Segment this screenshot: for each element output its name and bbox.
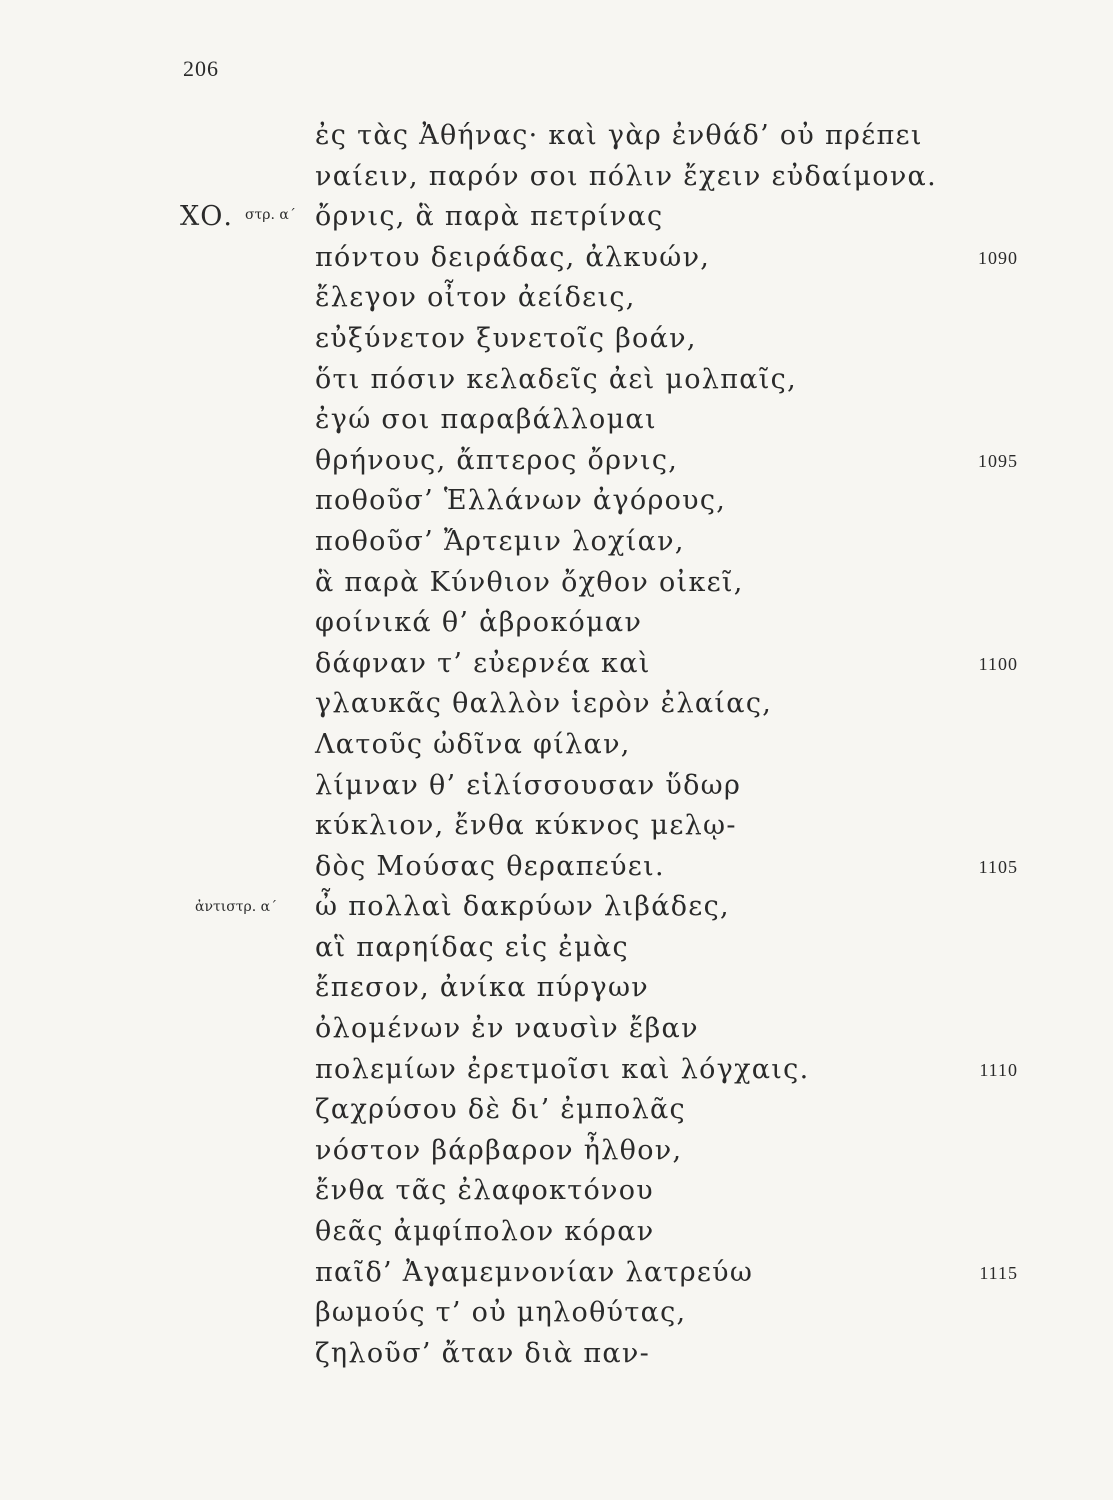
line-number: 1100	[978, 653, 1018, 674]
verse-line-text: αἳ παρηίδας εἰς ἐμὰς	[315, 931, 629, 963]
verse-line	[0, 1253, 1113, 1294]
line-number: 1110	[979, 1059, 1018, 1080]
verse-line-text: ζαχρύσου δὲ δι’ ἐμπολᾶς	[315, 1094, 686, 1126]
verse-line-text: ἔλεγον οἶτον ἀείδεις,	[315, 282, 636, 314]
verse-line-text: ὀλομένων ἐν ναυσὶν ἔβαν	[315, 1013, 699, 1045]
verse-line-text: ἐγώ σοι παραβάλλομαι	[315, 404, 657, 436]
verse-line-text: ζηλοῦσ’ ἄταν διὰ παν-	[315, 1337, 651, 1369]
verse-line	[0, 1090, 1113, 1131]
verse-line-text: λίμναν θ’ εἱλίσσουσαν ὕδωρ	[315, 769, 742, 801]
verse-line	[0, 1212, 1113, 1253]
page-number: 206	[183, 56, 219, 81]
verse-line-text: πολεμίων ἐρετμοῖσι καὶ λόγχαις.	[315, 1053, 810, 1085]
verse-line-text: πόντου δειράδας, ἀλκυών,	[315, 241, 711, 273]
verse-line-text: θεᾶς ἀμφίπολον κόραν	[315, 1216, 655, 1248]
verse-line-text: Λατοῦς ὠδῖνα φίλαν,	[315, 728, 631, 760]
verse-line-text: ἃ παρὰ Κύνθιον ὄχθον οἰκεῖ,	[315, 566, 744, 598]
verse-line	[0, 360, 1113, 401]
verse-line	[0, 968, 1113, 1009]
verse-line-text: παῖδ’ Ἀγαμεμνονίαν λατρεύω	[315, 1256, 754, 1288]
verse-line	[0, 1009, 1113, 1050]
line-number: 1115	[979, 1262, 1018, 1283]
verse-line-text: ποθοῦσ’ Ἄρτεμιν λοχίαν,	[315, 525, 685, 557]
verse-line	[0, 116, 1113, 157]
verse-line	[0, 725, 1113, 766]
verse-line	[0, 887, 1113, 928]
line-number: 1095	[978, 450, 1018, 471]
verse-line	[0, 522, 1113, 563]
verse-line-text: βωμούς τ’ οὐ μηλοθύτας,	[315, 1297, 687, 1329]
verse-line	[0, 603, 1113, 644]
verse-line	[0, 1334, 1113, 1375]
verse-line	[0, 238, 1113, 279]
verse-line-text: ὄρνις, ἃ παρὰ πετρίνας	[315, 201, 664, 233]
verse-line	[0, 481, 1113, 522]
verse-line	[0, 928, 1113, 969]
verse-line	[0, 1050, 1113, 1091]
verse-line	[0, 1171, 1113, 1212]
verse-line	[0, 441, 1113, 482]
verse-line	[0, 319, 1113, 360]
verse-line	[0, 400, 1113, 441]
verse-line	[0, 806, 1113, 847]
verse-line-text: φοίνικά θ’ ἁβροκόμαν	[315, 607, 643, 639]
verse-line-text: ὦ πολλαὶ δακρύων λιβάδες,	[315, 891, 730, 923]
verse-line	[0, 1293, 1113, 1334]
verse-line	[0, 1131, 1113, 1172]
line-number: 1090	[978, 247, 1018, 268]
verse-line-text: δάφναν τ’ εὐερνέα καὶ	[315, 647, 651, 679]
verse-line	[0, 644, 1113, 685]
line-number: 1105	[978, 856, 1018, 877]
verse-line-text: ἔπεσον, ἀνίκα πύργων	[315, 972, 650, 1004]
verse-line	[0, 563, 1113, 604]
verse-line-text: ποθοῦσ’ Ἑλλάνων ἀγόρους,	[315, 485, 727, 517]
verse-line-text: νόστον βάρβαρον ἦλθον,	[315, 1134, 683, 1166]
speaker-label: ΧΟ.	[180, 201, 233, 233]
verse-line	[0, 766, 1113, 807]
verse-line	[0, 684, 1113, 725]
verse-line-text: ἔνθα τᾶς ἐλαφοκτόνου	[315, 1175, 654, 1207]
strophe-label: στρ. α΄	[245, 207, 296, 224]
verse-line-text: ὅτι πόσιν κελαδεῖς ἀεὶ μολπαῖς,	[315, 363, 797, 395]
verse-line-text: εὐξύνετον ξυνετοῖς βοάν,	[315, 322, 697, 354]
verse-text	[0, 116, 1113, 1374]
verse-line	[0, 157, 1113, 198]
verse-line-text: ναίειν, παρόν σοι πόλιν ἔχειν εὐδαίμονα.	[315, 160, 937, 192]
verse-line	[0, 197, 1113, 238]
strophe-label: ἀντιστρ. α΄	[195, 899, 278, 916]
verse-line-text: γλαυκᾶς θαλλὸν ἱερὸν ἐλαίας,	[315, 688, 773, 720]
verse-line-text: κύκλιον, ἔνθα κύκνος μελῳ-	[315, 810, 737, 842]
verse-line-text: ἐς τὰς Ἀθήνας· καὶ γὰρ ἐνθάδ’ οὐ πρέπει	[315, 120, 923, 151]
verse-line-text: θρήνους, ἄπτερος ὄρνις,	[315, 444, 679, 476]
verse-line	[0, 278, 1113, 319]
verse-line	[0, 847, 1113, 888]
verse-line-text: δὸς Μούσας θεραπεύει.	[315, 850, 665, 882]
